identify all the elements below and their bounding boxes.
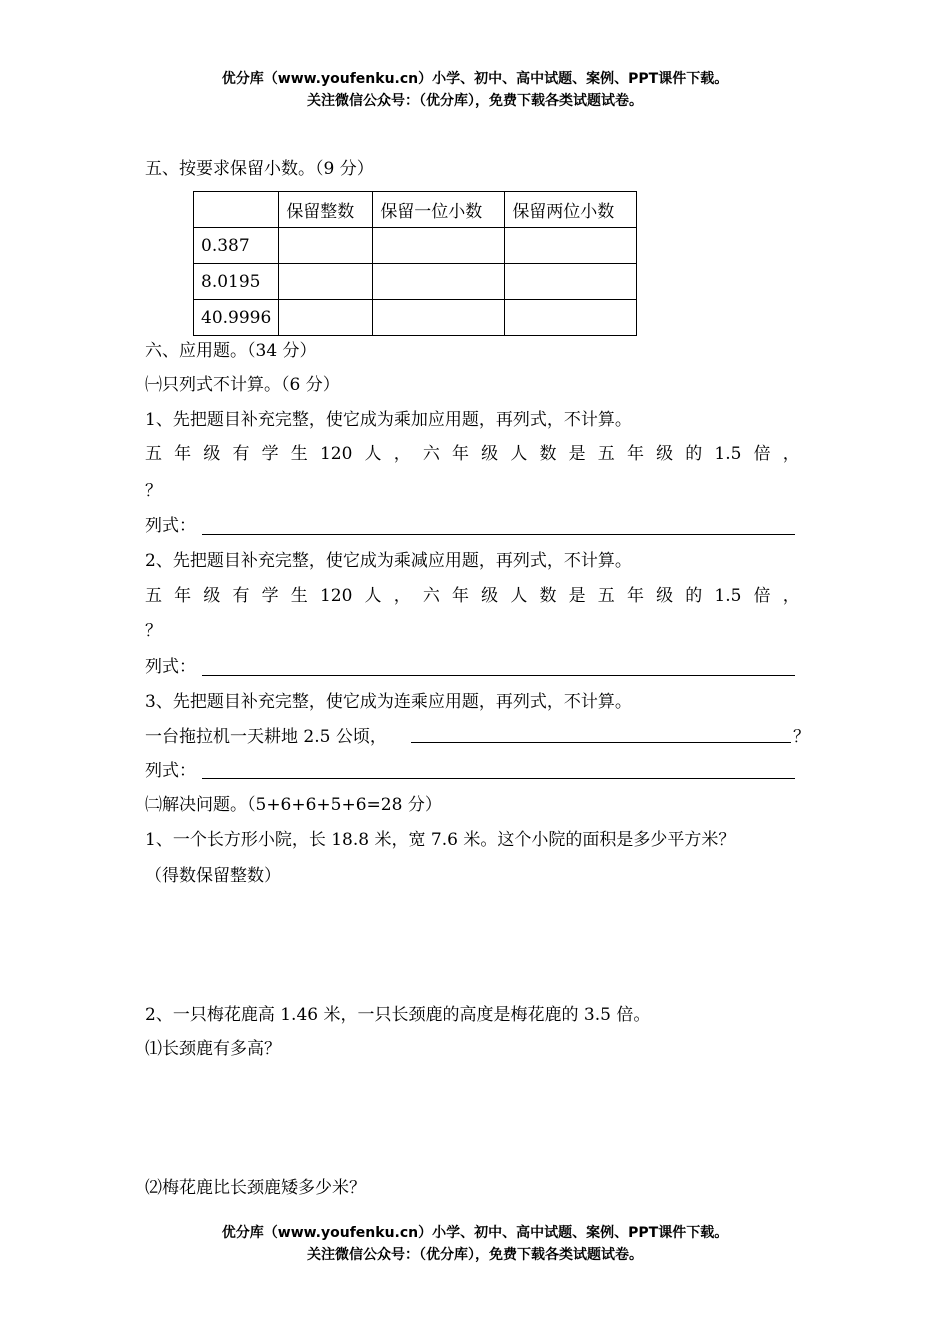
- table-row-label: 0.387: [194, 228, 279, 264]
- answer-cell[interactable]: [279, 228, 373, 264]
- stem-char: 年: [174, 444, 192, 464]
- stem-char: 五: [145, 586, 162, 606]
- stem-char: ，: [393, 444, 411, 464]
- table-header-cell: 保留整数: [279, 192, 373, 228]
- stem-char: 有: [232, 444, 250, 464]
- part1-q3-prompt: 3、先把题目补充完整，使它成为连乘应用题，再列式，不计算。: [145, 692, 632, 712]
- stem-char: 人: [510, 586, 528, 606]
- stem-char: 级: [203, 444, 221, 464]
- table-header-cell: 保留两位小数: [505, 192, 637, 228]
- stem-char: 六: [422, 586, 440, 606]
- answer-cell[interactable]: [505, 228, 637, 264]
- stem-char: 是: [568, 586, 586, 606]
- stem-char: 学: [261, 586, 279, 606]
- stem-char: 年: [452, 586, 470, 606]
- table-header-cell: [194, 192, 279, 228]
- footer-line-2: 关注微信公众号：（优分库），免费下载各类试题试卷。: [307, 1247, 643, 1263]
- answer-cell[interactable]: [373, 300, 505, 336]
- stem-char: 生: [290, 586, 308, 606]
- stem-char: 五: [145, 444, 162, 464]
- stem-char: 级: [656, 444, 674, 464]
- stem-char: 倍: [753, 444, 771, 464]
- part2-q1-note: （得数保留整数）: [145, 866, 281, 886]
- stem-char: 是: [568, 444, 586, 464]
- part1-q2-formula-label: 列式：: [145, 657, 196, 677]
- stem-char: 六: [422, 444, 440, 464]
- stem-char: 年: [626, 444, 644, 464]
- section5-title: 五、按要求保留小数。（9 分）: [145, 159, 374, 179]
- part1-q2-prompt: 2、先把题目补充完整，使它成为乘减应用题，再列式，不计算。: [145, 551, 632, 571]
- stem-char: 五: [597, 586, 615, 606]
- table-row: [194, 264, 637, 300]
- answer-cell[interactable]: [279, 300, 373, 336]
- answer-cell[interactable]: [373, 264, 505, 300]
- stem-char: 年: [452, 444, 470, 464]
- header-line-2: 关注微信公众号：（优分库），免费下载各类试题试卷。: [307, 93, 643, 109]
- table-header-row: [194, 192, 637, 228]
- part1-q1-qmark: ？: [145, 481, 162, 501]
- stem-char: 级: [481, 586, 499, 606]
- decimal-table: [193, 191, 637, 336]
- part1-q3-answer-line[interactable]: [202, 778, 795, 779]
- stem-char: 级: [656, 586, 674, 606]
- part1-q1-formula-label: 列式：: [145, 516, 196, 536]
- stem-char: ，: [782, 444, 800, 464]
- header-line-1: 优分库（www.youfenku.cn）小学、初中、高中试题、案例、PPT课件下载。: [221, 71, 729, 87]
- part1-q3-fill-line[interactable]: [411, 742, 791, 743]
- stem-char: 级: [481, 444, 499, 464]
- answer-cell[interactable]: [373, 228, 505, 264]
- footer-line-1: 优分库（www.youfenku.cn）小学、初中、高中试题、案例、PPT课件下载。: [221, 1225, 729, 1241]
- stem-char: 年: [174, 586, 192, 606]
- stem-char: 有: [232, 586, 250, 606]
- part2-q2-sub1: ⑴长颈鹿有多高？: [145, 1039, 281, 1059]
- table-header-cell: 保留一位小数: [373, 192, 505, 228]
- part1-q1-prompt: 1、先把题目补充完整，使它成为乘加应用题，再列式，不计算。: [145, 410, 632, 430]
- part2-q1: 1、一个长方形小院，长 18.8 米，宽 7.6 米。这个小院的面积是多少平方米？: [145, 830, 736, 850]
- part1-title: ㈠只列式不计算。（6 分）: [145, 375, 340, 395]
- stem-char: 120: [319, 444, 353, 464]
- part2-q2-sub2: ⑵梅花鹿比长颈鹿矮多少米？: [145, 1178, 366, 1198]
- section6-title: 六、应用题。（34 分）: [145, 341, 317, 361]
- stem-char: 1.5: [714, 444, 742, 464]
- stem-char: 人: [364, 586, 382, 606]
- stem-char: 数: [539, 444, 557, 464]
- answer-cell[interactable]: [505, 300, 637, 336]
- part1-q3-qmark: ？: [793, 727, 810, 747]
- table-row: [194, 300, 637, 336]
- part1-q3-stem: 一台拖拉机一天耕地 2.5 公顷，: [145, 727, 387, 747]
- stem-char: ，: [393, 586, 411, 606]
- stem-char: 的: [685, 586, 703, 606]
- stem-char: 的: [685, 444, 703, 464]
- answer-cell[interactable]: [505, 264, 637, 300]
- stem-char: 级: [203, 586, 221, 606]
- stem-char: 120: [319, 586, 353, 606]
- part1-q2-answer-line[interactable]: [202, 675, 795, 676]
- part1-q3-formula-label: 列式：: [145, 761, 196, 781]
- table-row-label: 40.9996: [194, 300, 279, 336]
- part1-q2-qmark: ？: [145, 621, 162, 641]
- table-row-label: 8.0195: [194, 264, 279, 300]
- answer-cell[interactable]: [279, 264, 373, 300]
- stem-char: 五: [597, 444, 615, 464]
- part1-q1-stem: [145, 442, 800, 466]
- stem-char: 数: [539, 586, 557, 606]
- stem-char: 生: [290, 444, 308, 464]
- table-row: [194, 228, 637, 264]
- part1-q2-stem: [145, 584, 800, 608]
- part1-q1-answer-line[interactable]: [202, 534, 795, 535]
- part2-q2: 2、一只梅花鹿高 1.46 米，一只长颈鹿的高度是梅花鹿的 3.5 倍。: [145, 1005, 651, 1025]
- stem-char: ，: [782, 586, 800, 606]
- stem-char: 倍: [753, 586, 771, 606]
- stem-char: 人: [510, 444, 528, 464]
- stem-char: 学: [261, 444, 279, 464]
- stem-char: 1.5: [714, 586, 742, 606]
- stem-char: 年: [626, 586, 644, 606]
- stem-char: 人: [364, 444, 382, 464]
- part2-title: ㈡解决问题。（5+6+6+5+6=28 分）: [145, 795, 442, 815]
